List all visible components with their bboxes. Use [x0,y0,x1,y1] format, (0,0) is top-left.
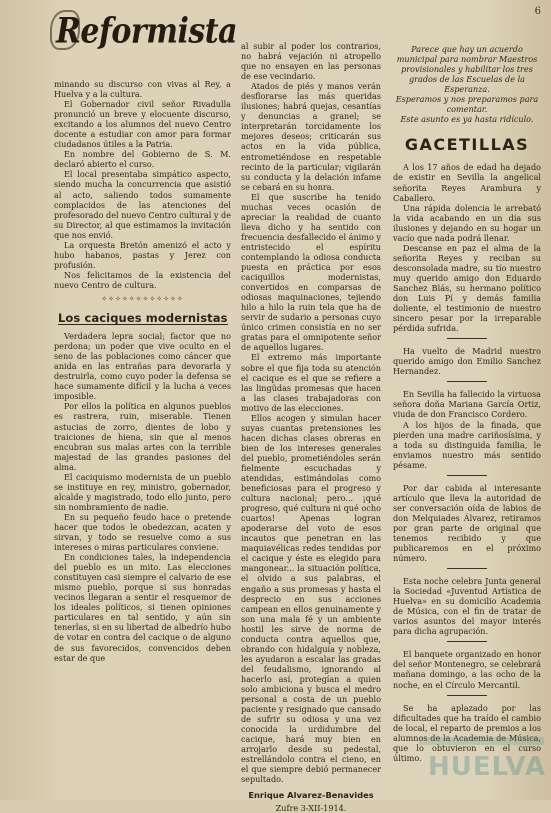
page-number: 6 [534,6,541,17]
article-paragraph: En condiciones tales, la independencia del pueblo es un mito. Las elecciones constituyen casi siempre el calvario de ese mismo pueblo, porque si sus honradas vecinos llegaran a sentir el resquemor de los ideales políticos, si tienen opiniones particulares en tal sentido, y aún sin tenerlas, si en su libertad de albedrío hubo de votar en contra del cacique o de alguno de sus favorecidos, convencidos deben estar de que [54,552,231,663]
news-item: Se ha aplazado por las dificultades que ha traído el cambio de local, el reparto de premios a los alumnos de la Academia de Música, que lo obtuvieron en el curso último. [393,702,541,763]
ornament-divider: ✧✧✧✧✧✧✧✧✧✧✧✧ [101,294,184,303]
article-paragraph: Por ellos la política en algunos pueblos es rastrera, ruin, miserable. Tienen astucias de zorro, dientes de lobo y traiciones de hiena, sin que al menos encubran sus malas artes con la terrible majestad de las grandes pasiones del alma. [54,401,231,472]
note-line: Este asunto es ya hasta ridículo. [400,114,534,125]
article-paragraph: El caciquismo modernista de un pueblo se instituye en rey, ministro, gobernador, alcalde y magistrado, todo ello junto, pero sin nombramiento de nadie. [54,471,231,512]
italic-note [393,44,541,124]
masthead-title: Reformista [56,11,238,52]
news-item: Ha vuelto de Madrid nuestro querido amigo don Emilio Sanchez Hernandez. [393,346,541,377]
paragraph: El Gobernador civil señor Rivadulla pronunció un breve y elocuente discurso, excitando a los alumnos del nuevo Centro docente a estudiar con amor para formar ciudadanos útiles a la Patria. [54,99,231,150]
section-title-gacetillas: GACETILLAS [404,135,530,155]
divider [447,381,487,382]
article-paragraph: Ellos acogen y simulan hacer suyas cuantas pretensiones les hacen dichas clases obreras en bien de los intereses generales del pueblo, prometiéndoles serán fielmente escuchadas y atendidas, estimándolas como beneficiosas para el progreso y cultura nacional; pero... ¡qué progreso, qué cultura ni qué ocho cuartos! Apenas logran apoderarse del voto de esos incautos que penetran en las maquiavélicas redes tendidas por el cacique y éste es elegido para mangonear... la situación política, el olvido a sus palabras, el engaño a sus promesas y hasta el desprecio en sus acciones campean en ellos genuinamente y son una mala fé y un ambiente hostil les sirve de norma de conducta contra aquellos que, obrando con hidalguía y nobleza, les ayudaron a escalar las gradas del feudalismo, ignorando al hacerlo así, protegían a quien solo ambiciona y busca el medro personal a costa de un pueblo paciente y resignado que cansado de sufrir su odiosa y una vez conocida la urdidumbre del cacique, hará muy bien en arrojarlo desde su pedestal, estrellándolo contra el cieno, en el que siempre debió permanecer sepultado. [241,412,381,785]
news-item: Una rápida dolencia le arrebató la vida acabando en un día sus ilusiones y dejando en su hogar un vacío que nada podrá llenar. [393,202,541,243]
article-paragraph: Verdadera lepra social; factor que no perdona; un poder que vive oculto en el seno de las poblaciones como cáncer que anida en las entrañas para devorarla y destruirla, como cuyo poder la defensa se hace sumamente difícil y la lucha a veces imposible. [54,331,231,402]
article-paragraph: al subir al poder los contrarios, no habrá vejación ni atropello que no ensayen en las personas de ese vecindario. [241,41,381,82]
news-item: Descanse en paz el alma de la señorita Reyes y reciban su desconsolada madre, su tío nuestro muy querido amigo don Eduardo Sanchez Blás, su hermano político don Luis Pí y demás familia doliente, el testimonio de nuestro sincero pesar por la irreparable pérdida sufrida. [393,242,541,334]
column-middle [241,41,381,813]
masthead [56,8,236,56]
note-line: Parece que hay un acuerdo municipal para nombrar Maestros provisionales y habilitar los tres grados de las Escuelas de la Esperanza. [396,44,538,95]
news-item: A los 17 años de edad ha dejado de existir en Sevilla la angelical señorita Reyes Arambura y Caballero. [393,162,541,203]
article-title: Los caciques modernistas [58,311,228,326]
divider [447,695,487,696]
news-item: A los hijos de la finada, que pierden una madre cariñosísima, y a toda su distinguida familia, le enviamos nuestro más sentido pésame. [393,419,541,470]
divider [447,338,487,339]
article-paragraph: En su pequeño feudo hace o pretende hacer que todos le obedezcan, acaten y sirvan, y todo se resuelve como a sus intereses o miras particulares conviene. [54,511,231,553]
column-left [54,79,231,663]
article-paragraph: El que suscribe ha tenido muchas veces ocasión de apreciar la realidad de cuanto lleva dicho y ha sentido con frecuencia desfallecido el ánimo y entristecido el espíritu contemplando la odiosa conducta puesta en práctica por esos caciquillos modernistas, convertidos en comparsas de odiosas maquinaciones, tejiendo hilo a hilo la ruin tela que ha de servir de sudario a personas cuyo único crimen consistía en no ser gratas para el omnipotente señor de aquellos lugares. [241,191,381,353]
paragraph: El local presentaba simpático aspecto, siendo mucha la concurrencia que asistió al acto, saliendo todos sumamente complacidos de las atenciones del profesorado del nuevo Centro cultural y de su Director, al que estimamos la invitación que nos envió. [54,169,231,240]
divider [447,475,487,476]
watermark-bar [419,737,544,745]
article-signature: Enrique Alvarez-Benavides [248,790,374,801]
divider [447,641,487,642]
paragraph: minando su discurso con vivas al Rey, a Huelva y a la cultura. [54,79,231,100]
news-item: En Sevilla ha fallecido la virtuosa señora doña Mariana García Ortiz, viuda de don Francisco Cordero. [393,389,541,420]
article-paragraph: Atados de piés y manos verán desflorarse las más queridas ilusiones; habrá quejas, cesantías y denuncias a granel; se interpretarán torcidamente los mejores deseos; criticarán sus actos en la vida pública, entrometiéndose en respetable recinto de la particular; vigilarán su conducta y la delación infame se cebará en su honra. [241,81,381,192]
news-item: Esta noche celebra Junta general la Sociedad «Juventud Artística de Huelva» en su domicilio Academia de Música, con el fin de tratar de varios asuntos del mayor interés para dicha agrupación. [393,576,541,637]
library-watermark: HUELVA [428,752,547,782]
news-item: Por dar cabida al interesante artículo que lleva la autoridad de ser conversación oída de labios de don Melquiades Álvarez, retiramos por gran parte de original que tenemos recibido y que publicaremos en el próximo número. [393,482,541,564]
paragraph: La orquesta Bretón amenizó el acto y hubo habanos, pastas y Jerez con profusión. [54,239,231,270]
paragraph: Nos felicitamos de la existencia del nuevo Centro de cultura. [54,269,231,290]
article-place-date: Zufre 3-XII-1914. [275,802,347,813]
note-line: Esperamos y nos preparamos para comentar. [395,94,539,115]
news-item: El banquete organizado en honor del señor Montenegro, se celebrará mañana domingo, a las ocho de la noche, en el Círculo Mercantil. [393,649,541,690]
paragraph: En nombre del Gobierno de S. M. declaró abierto el curso. [54,149,231,170]
divider [447,568,487,569]
article-paragraph: El extremo más importante sobre el que fija toda su atención el cacique es el que se refiere a las lingüdas promesas que hacen a las clases trabajadoras con motivo de las elecciones. [241,352,381,413]
column-right [393,44,541,763]
